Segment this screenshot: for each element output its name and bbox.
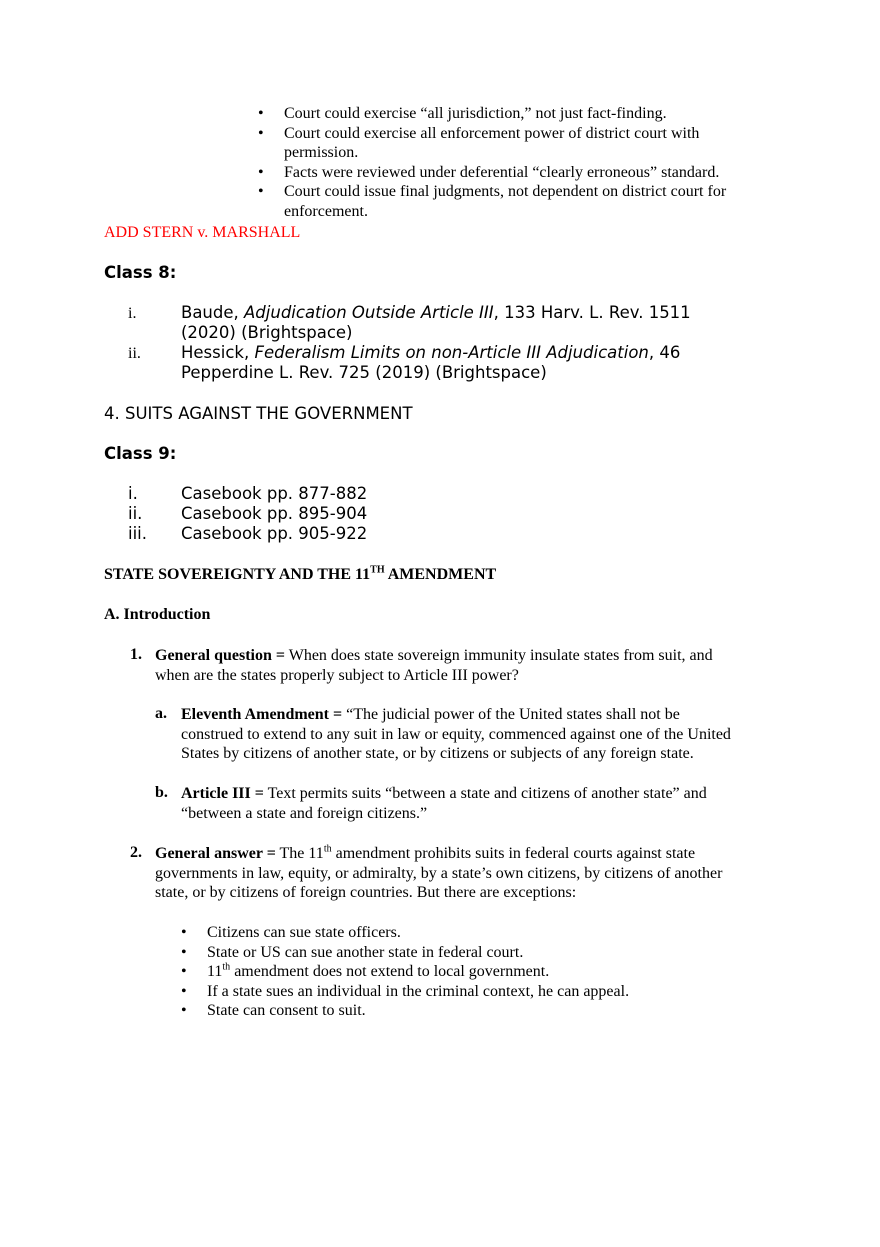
item-a-letter: a. <box>155 705 167 722</box>
class9-num-3: iii. <box>128 524 147 543</box>
bullet-icon: • <box>181 924 187 941</box>
bullet-icon: • <box>181 943 187 961</box>
subsection-a-heading: A. Introduction <box>104 606 211 623</box>
state-sovereignty-heading: STATE SOVEREIGNTY AND THE 11TH AMENDMENT <box>104 564 497 583</box>
class8-item-2: Hessick, Federalism Limits on non-Article III Adjudication, 46 Pepperdine L. Rev. 725 (2019) (Brightspace) <box>181 343 681 382</box>
class8-num-2: ii. <box>128 345 141 362</box>
class8-num-1: i. <box>128 305 137 322</box>
class8-heading: Class 8: <box>104 263 177 282</box>
section-4-heading: 4. SUITS AGAINST THE GOVERNMENT <box>104 404 413 423</box>
class8-item-1: Baude, Adjudication Outside Article III, 133 Harv. L. Rev. 1511 (2020) (Brightspace) <box>181 303 691 342</box>
item-b-letter: b. <box>155 784 168 801</box>
bullet-icon: • <box>181 1002 187 1019</box>
class9-item-1: Casebook pp. 877-882 <box>181 484 368 503</box>
bullet-icon: • <box>258 105 264 122</box>
list-item: • Facts were reviewed under deferential “clearly erroneous” standard. <box>258 163 720 181</box>
list-item: • State or US can sue another state in federal court. <box>181 943 524 961</box>
item-2-general-answer: General answer = The 11th amendment prohibits suits in federal courts against state governments in law, equity, or admiralty, by a state’s own citizens, by citizens of another state, or by citizens of foreign countries. But there are exceptions: <box>155 843 723 901</box>
bullet-icon: • <box>181 982 187 1000</box>
item-1-general-question: General question = When does state sovereign immunity insulate states from suit, and when are the states properly subject to Article III power? <box>155 647 713 684</box>
list-item: • State can consent to suit. <box>181 1002 366 1019</box>
list-item: • If a state sues an individual in the criminal context, he can appeal. <box>181 982 630 1000</box>
bullet-icon: • <box>181 963 187 980</box>
bullet-icon: • <box>258 183 264 200</box>
class9-num-2: ii. <box>128 504 143 523</box>
list-item: • Court could exercise “all jurisdiction,” not just fact-finding. <box>258 105 667 122</box>
item-1-number: 1. <box>130 646 142 663</box>
class9-item-2: Casebook pp. 895-904 <box>181 504 368 523</box>
item-a-eleventh-amendment: Eleventh Amendment = “The judicial power of the United states shall not be construed to extend to any suit in law or equity, commenced against one of the United States by citizens of another state, or by citizens or subjects of any foreign state. <box>181 706 731 762</box>
class9-item-3: Casebook pp. 905-922 <box>181 524 368 543</box>
bullet-icon: • <box>258 163 264 181</box>
top-bullet-list <box>258 104 798 221</box>
exceptions-bullet-list <box>181 923 701 1021</box>
bullet-icon: • <box>258 124 264 142</box>
class9-num-1: i. <box>128 484 138 503</box>
list-item: • Court could issue final judgments, not dependent on district court for enforcement. <box>258 183 727 220</box>
list-item: • 11th amendment does not extend to local government. <box>181 961 550 980</box>
class9-heading: Class 9: <box>104 444 177 463</box>
item-b-article-iii: Article III = Text permits suits “between a state and citizens of another state” and “between a state and foreign citizens.” <box>181 785 707 822</box>
list-item: • Citizens can sue state officers. <box>181 924 401 941</box>
item-2-number: 2. <box>130 844 142 861</box>
add-note: ADD STERN v. MARSHALL <box>104 224 301 241</box>
list-item: • Court could exercise all enforcement power of district court with permission. <box>258 124 700 161</box>
